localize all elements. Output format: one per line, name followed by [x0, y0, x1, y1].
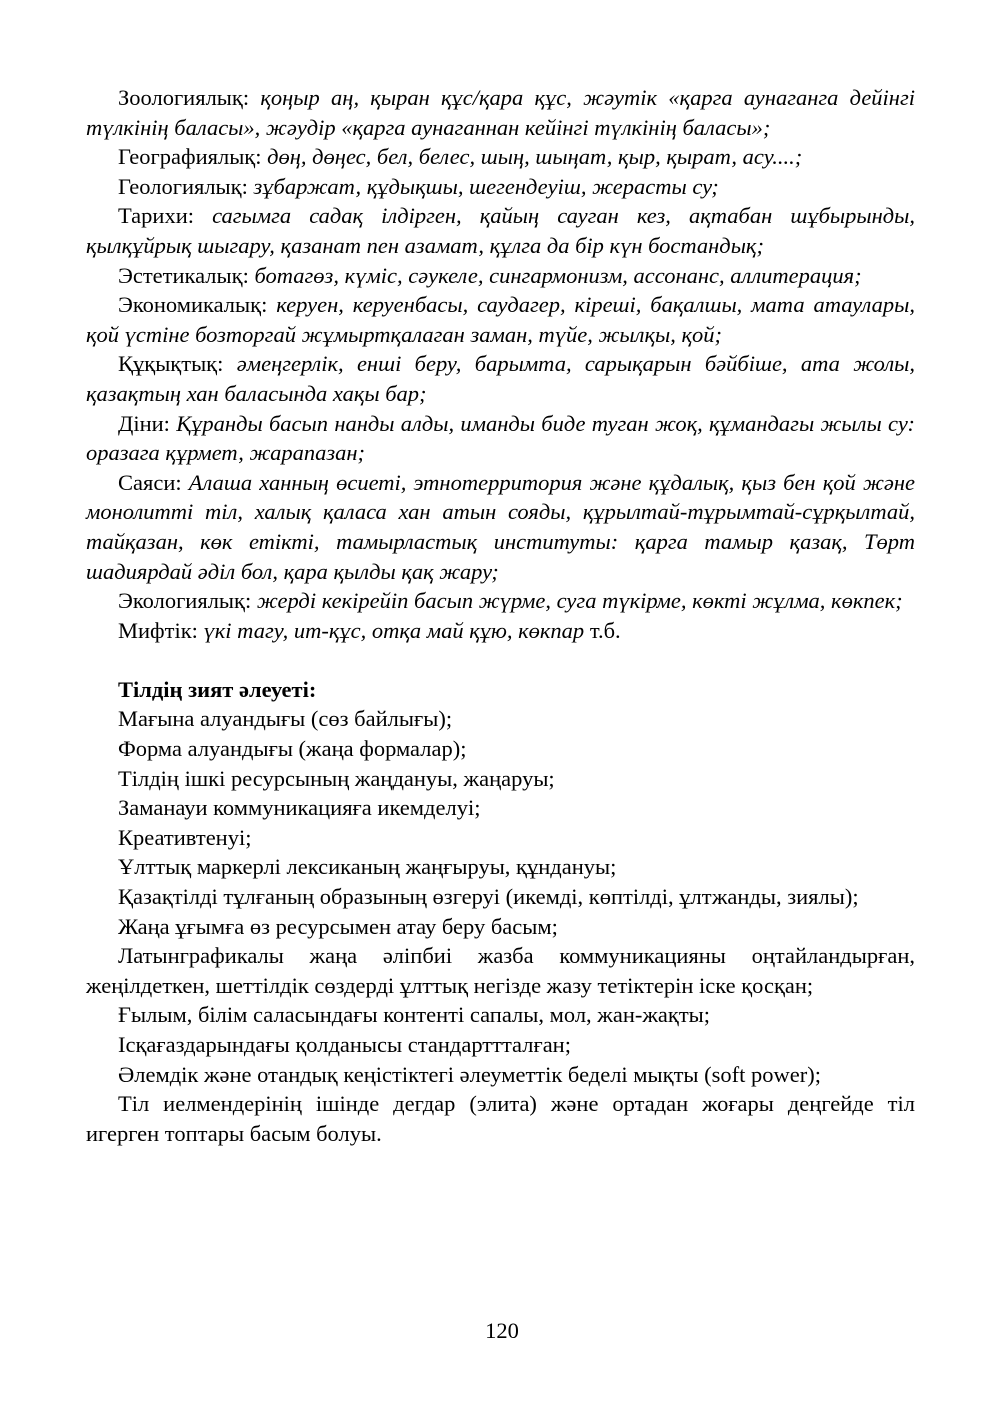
- list-item: Форма алуандығы (жаңа формалар);: [118, 736, 467, 762]
- category-label: Географиялық:: [118, 144, 262, 170]
- section-heading: Тілдің зият әлеуеті:: [118, 676, 317, 702]
- list-item: Ғылым, білім саласындағы контенті сапалы, мол, жан-жақты;: [118, 1002, 711, 1028]
- category-examples: ботагөз, күміс, сәукеле, сингармонизм, ассонанс, аллитерация;: [254, 262, 862, 288]
- list-item: Мағына алуандығы (сөз байлығы);: [118, 706, 453, 732]
- category-examples: сагымга садақ ілдірген, қайың сауган кез, ақтабан шұбырынды, қылқұйрық шыгару, қазанат пен азамат, құлга да бір күн бостандық;: [86, 203, 916, 258]
- category-examples: Алаша ханның өсиеті, этнотерритория және құдалық, қыз бен қой және монолитті тіл, халық қаласа хан атын сояды, құрылтай-тұрымтай-сұрқылтай, тайқазан, көк етікті, тамырластық институты: қарга тамыр қазақ, Төрт шадиярдай әділ бол, қара қылды қақ жару;: [86, 469, 916, 584]
- list-item: Креативтенуі;: [118, 824, 252, 850]
- list-item: Тіл иелмендерінің ішінде дегдар (элита) және ортадан жоғары деңгейде тіл игерген топтары басым болуы.: [86, 1091, 915, 1146]
- category-label: Эстетикалық:: [118, 262, 249, 288]
- list-item: Ісқағаздарындағы қолданысы стандарттталған;: [118, 1032, 571, 1057]
- category-examples: әмеңгерлік, енші беру, барымта, сарықарын бәйбіше, ата жолы, қазақтың хан баласында хақы бар;: [86, 351, 916, 406]
- category-paragraph: [86, 409, 915, 468]
- category-paragraph: [86, 142, 915, 172]
- list-item: Латынграфикалы жаңа әліпбиі жазба коммуникацияны оңтайландырған, жеңілдеткен, шеттілдік сөздерді ұлттық негізде жазу тетіктерін іске қосқан;: [86, 943, 915, 998]
- list-item: Тілдің ішкі ресурсының жаңдануы, жаңаруы;: [118, 765, 555, 791]
- category-examples: қоңыр аң, қыран құс/қара құс, жәутік «қарга аунаганга дейінгі түлкінің баласы», жәудір «қарга аунаганнан кейінгі түлкінің баласы»;: [86, 85, 916, 140]
- page-text: [86, 83, 915, 1148]
- category-paragraph: [86, 172, 915, 202]
- category-examples: дөң, дөңес, бел, белес, шың, шыңат, қыр, қырат, асу....;: [267, 144, 803, 170]
- category-suffix: т.б.: [584, 617, 621, 643]
- category-label: Зоологиялық:: [118, 85, 250, 110]
- category-paragraph: [86, 616, 915, 646]
- category-label: Құқықтық:: [118, 351, 224, 377]
- category-label: Саяси:: [118, 469, 182, 495]
- category-paragraph: [86, 290, 915, 349]
- category-examples: жерді кекірейіп басып жүрме, суга түкірме, көкті жұлма, көкпек;: [256, 588, 903, 614]
- category-label: Экологиялық:: [118, 588, 252, 614]
- category-examples: үкі тагу, ит-құс, отқа май құю, көкпар: [203, 617, 585, 643]
- list-item: Әлемдік және отандық кеңістіктегі әлеуметтік беделі мықты (soft power);: [118, 1061, 822, 1087]
- list-item: Жаңа ұғымға өз ресурсымен атау беру басым;: [118, 913, 558, 939]
- category-label: Мифтік:: [118, 617, 198, 643]
- category-examples: Құранды басып нанды алды, иманды биде туган жоқ, құмандагы жылы су: оразага құрмет, жарапазан;: [86, 410, 915, 466]
- list-item: Заманауи коммуникацияға икемделуі;: [118, 795, 481, 821]
- category-paragraph: [86, 261, 915, 291]
- page-number: 120: [485, 1318, 519, 1343]
- category-paragraph: [86, 468, 915, 586]
- category-label: Экономикалық:: [118, 292, 268, 318]
- category-label: Діни:: [118, 410, 170, 436]
- category-label: Тарихи:: [118, 203, 195, 229]
- category-examples: зұбаржат, құдықшы, шегендеуіш, жерасты су;: [253, 173, 719, 199]
- spacer: [86, 645, 915, 675]
- category-paragraph: [86, 349, 915, 408]
- category-examples: керуен, керуенбасы, саудагер, кіреші, бақалшы, мата атаулары, қой үстіне бозторгай жұмыртқалаган заман, түйе, жылқы, қой;: [86, 292, 916, 347]
- category-paragraph: [86, 83, 915, 142]
- category-paragraph: [86, 586, 915, 616]
- category-label: Геологиялық:: [118, 173, 248, 199]
- category-paragraph: [86, 201, 915, 260]
- list-item: Қазақтілді тұлғаның образының өзгеруі (икемді, көптілді, ұлтжанды, зиялы);: [118, 884, 859, 910]
- list-item: Ұлттық маркерлі лексиканың жаңғыруы, құндануы;: [118, 854, 617, 880]
